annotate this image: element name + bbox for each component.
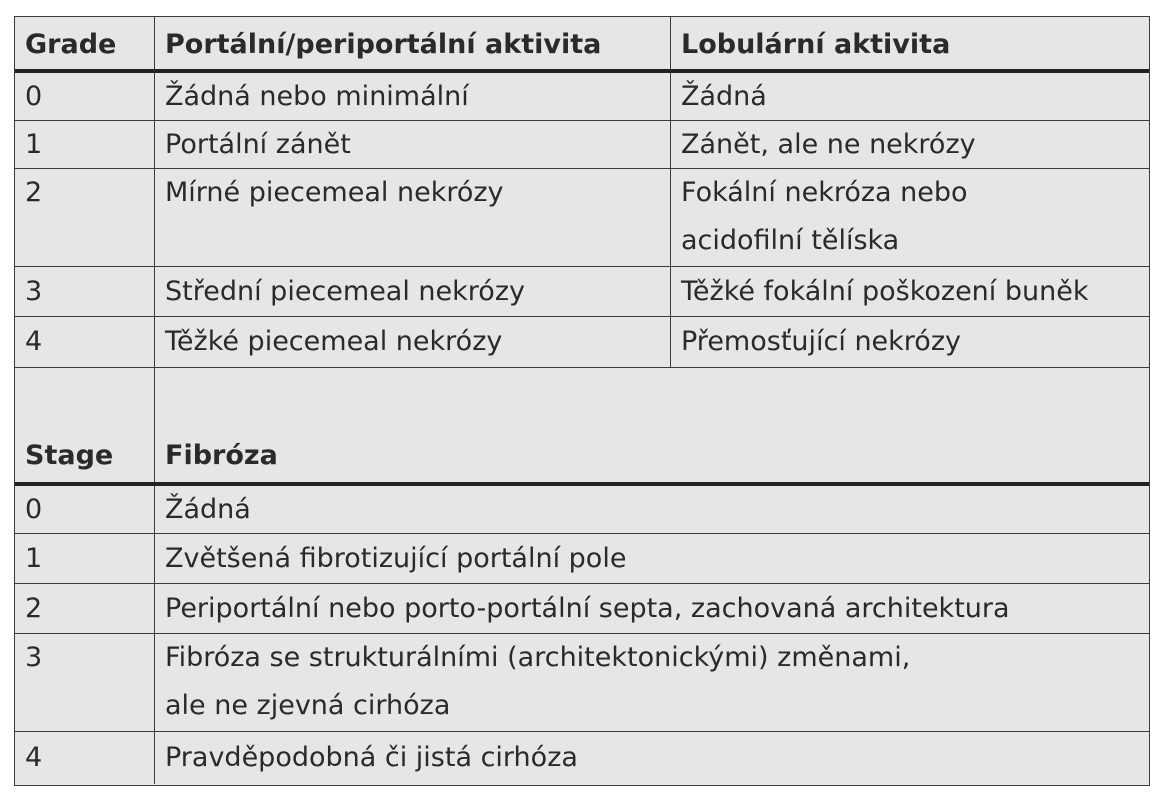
lobular-activity-cell [670,169,1151,266]
table-row [15,486,1149,534]
grade-header: Grade [25,29,117,60]
portal-activity-header: Portální/periportální aktivita [154,17,670,69]
table-row [15,534,1149,584]
table-row [15,317,1149,367]
fibrosis-cell [154,634,1151,731]
portal-activity-cell: Žádná nebo minimální [154,73,670,120]
lobular-activity-cell: Přemosťující nekrózy [670,317,1151,367]
stage-value: 0 [25,494,43,525]
lobular-activity-cell: Těžké fokální poškození buněk [670,267,1151,316]
fibrosis-cell: Pravděpodobná či jistá cirhóza [154,732,1151,784]
table-row [15,584,1149,634]
grading-staging-table [14,16,1150,786]
table-row [15,634,1149,732]
grade-value: 4 [25,326,43,357]
stage-header-row [15,368,1149,486]
table-row [15,121,1149,169]
stage-value: 1 [25,543,43,574]
table-row [15,73,1149,121]
stage-header: Stage [25,440,114,471]
fibrosis-cell: Zvětšená fibrotizující portální pole [154,534,1151,583]
fibrosis-header: Fibróza [154,368,1151,482]
lobular-activity-line: Fokální nekróza nebo [681,177,968,208]
fibrosis-line: Fibróza se strukturálními (architektonickými) změnami, [165,642,911,673]
grade-value: 0 [25,81,43,112]
fibrosis-cell: Žádná [154,486,1151,533]
stage-value: 2 [25,593,43,624]
table-row [15,267,1149,317]
grade-value: 2 [25,177,43,208]
grade-value: 1 [25,129,43,160]
portal-activity-cell: Mírné piecemeal nekrózy [154,169,670,266]
portal-activity-cell: Střední piecemeal nekrózy [154,267,670,316]
lobular-activity-header: Lobulární aktivita [670,17,1151,69]
table-row [15,732,1149,784]
fibrosis-line: ale ne zjevná cirhóza [165,690,451,721]
portal-activity-cell: Portální zánět [154,121,670,168]
table-row [15,169,1149,267]
grade-value: 3 [25,276,43,307]
lobular-activity-line: acidofilní tělíska [681,225,900,256]
grade-header-row [15,17,1149,73]
lobular-activity-cell: Zánět, ale ne nekrózy [670,121,1151,168]
stage-value: 3 [25,642,43,673]
portal-activity-cell: Těžké piecemeal nekrózy [154,317,670,367]
fibrosis-cell: Periportální nebo porto-portální septa, zachovaná architektura [154,584,1151,633]
stage-value: 4 [25,742,43,773]
lobular-activity-cell: Žádná [670,73,1151,120]
